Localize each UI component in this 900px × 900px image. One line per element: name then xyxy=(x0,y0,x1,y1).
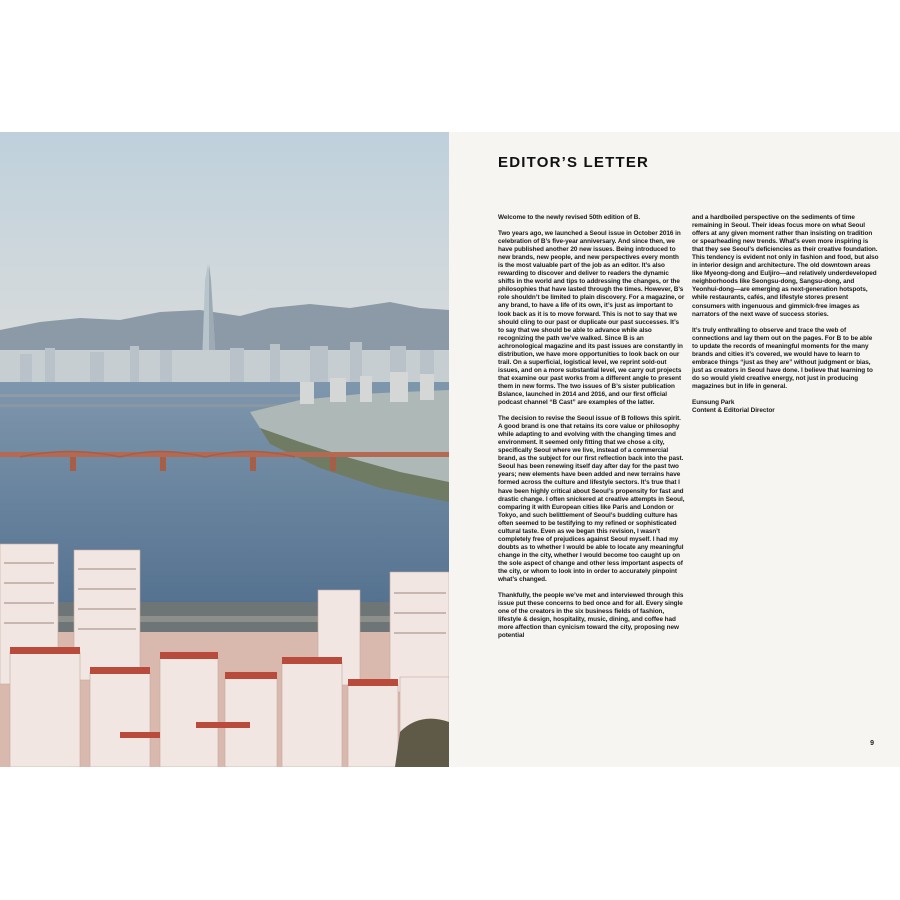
page-title: EDITOR’S LETTER xyxy=(498,154,650,171)
letter-column-left xyxy=(498,214,685,648)
letter-paragraph: Two years ago, we launched a Seoul issue in October 2016 in celebration of B’s five-year anniversary. And since then, we have published another 20 new issues. Being introduced to new brands, new people, and new perspectives every month is the most valuable part of the job as an editor. It’s also rewarding to discover and deliver to readers the dynamic shifts in the world and tips to addressing the changes, or the philosophies that have lasted through the times. However, B’s role shouldn’t be limited to plain discovery. For a magazine, or any brand, to have a life of its own, it’s just as important to look back as it is to move forward. This is not to say that we should cling to our past or duplicate our past successes. It’s to say that we should be able to advance while also recognizing the path we’ve walked. Since B is an achronological magazine and its past issues are constantly in distribution, we have more opportunities to look back on our trail. On a superficial, logistical level, we reprint sold-out issues, and on a more substantial level, we carry out projects that examine our past works from a different angle to present them in new forms. The two issues of B’s sister publication Bslance, launched in 2014 and 2016, and our first official podcast channel “B Cast” are examples of the latter. xyxy=(498,230,685,407)
letter-paragraph: The decision to revise the Seoul issue of B follows this spirit. A good brand is one that retains its core value or philosophy while adapting to and evolving with the changing times and environment. It seemed only fitting that we chose a city, specifically Seoul where we live, instead of a commercial brand, as the subject for our first reflection back into the past. Seoul has been renewing itself day after day for the past two years; new elements have been added and new terrains have formed across the culture and lifestyle sectors. It’s true that I have been highly critical about Seoul’s propensity for fast and drastic change. I often snickered at creative attempts in Seoul, comparing it with European cities like Paris and London or Tokyo, and such belittlement of Seoul’s budding culture has often seemed to be testifying to my refined or sophisticated cultural taste. Even as we began this revision, I wasn’t completely free of prejudices against Seoul myself. I had my doubts as to whether I would be able to locate any meaningful change in the city, whether I would become too caught up on the sole aspect of change and other less important aspects of the city, or whom to look into in order to accurately pinpoint what’s changed. xyxy=(498,415,685,584)
page-number: 9 xyxy=(870,740,874,747)
letter-column-right xyxy=(692,214,879,415)
magazine-spread xyxy=(0,132,900,767)
letter-paragraph: Welcome to the newly revised 50th edition of B. xyxy=(498,214,641,221)
editors-letter-page xyxy=(449,132,900,767)
signature-name: Eunsung Park xyxy=(692,398,735,406)
city-river-photo xyxy=(0,132,449,767)
letter-paragraph: and a hardboiled perspective on the sediments of time remaining in Seoul. Their ideas focus more on what Seoul offers at any given moment rather than insisting on tradition or spearheading new trends. What’s even more inspiring is that they see Seoul’s deficiencies as their creative foundation. This tendency is evident not only in fashion and food, but also in interior design and architecture. The old downtown areas like Myeong-dong and Euljiro—and relatively underdeveloped neighborhoods like Seongsu-dong, Sangsu-dong, and Yeonhui-dong—are emerging as next-generation hotspots, while restaurants, cafés, and lifestyle stores present consumers with ingenuous and gimmick-free images as narrators of the next wave of success stories. xyxy=(692,214,879,318)
letter-paragraph: It’s truly enthralling to observe and trace the web of connections and lay them out on the pages. For B to be able to update the records of meaningful moments for the many brands and cities it’s covered, we would have to learn to embrace things “just as they are” without judgment or bias, just as creators in Seoul have done. I believe that learning to do so would yield creative energy, not just in producing magazines but in life in general. xyxy=(692,326,873,390)
signature-role: Content & Editorial Director xyxy=(692,407,775,415)
letter-paragraph: Thankfully, the people we’ve met and interviewed through this issue put these concerns to bed once and for all. Every single one of the creators in the six business fields of fashion, lifestyle & design, hospitality, music, dining, and coffee had more affection than cynicism toward the city, proposing new potential xyxy=(498,592,684,640)
